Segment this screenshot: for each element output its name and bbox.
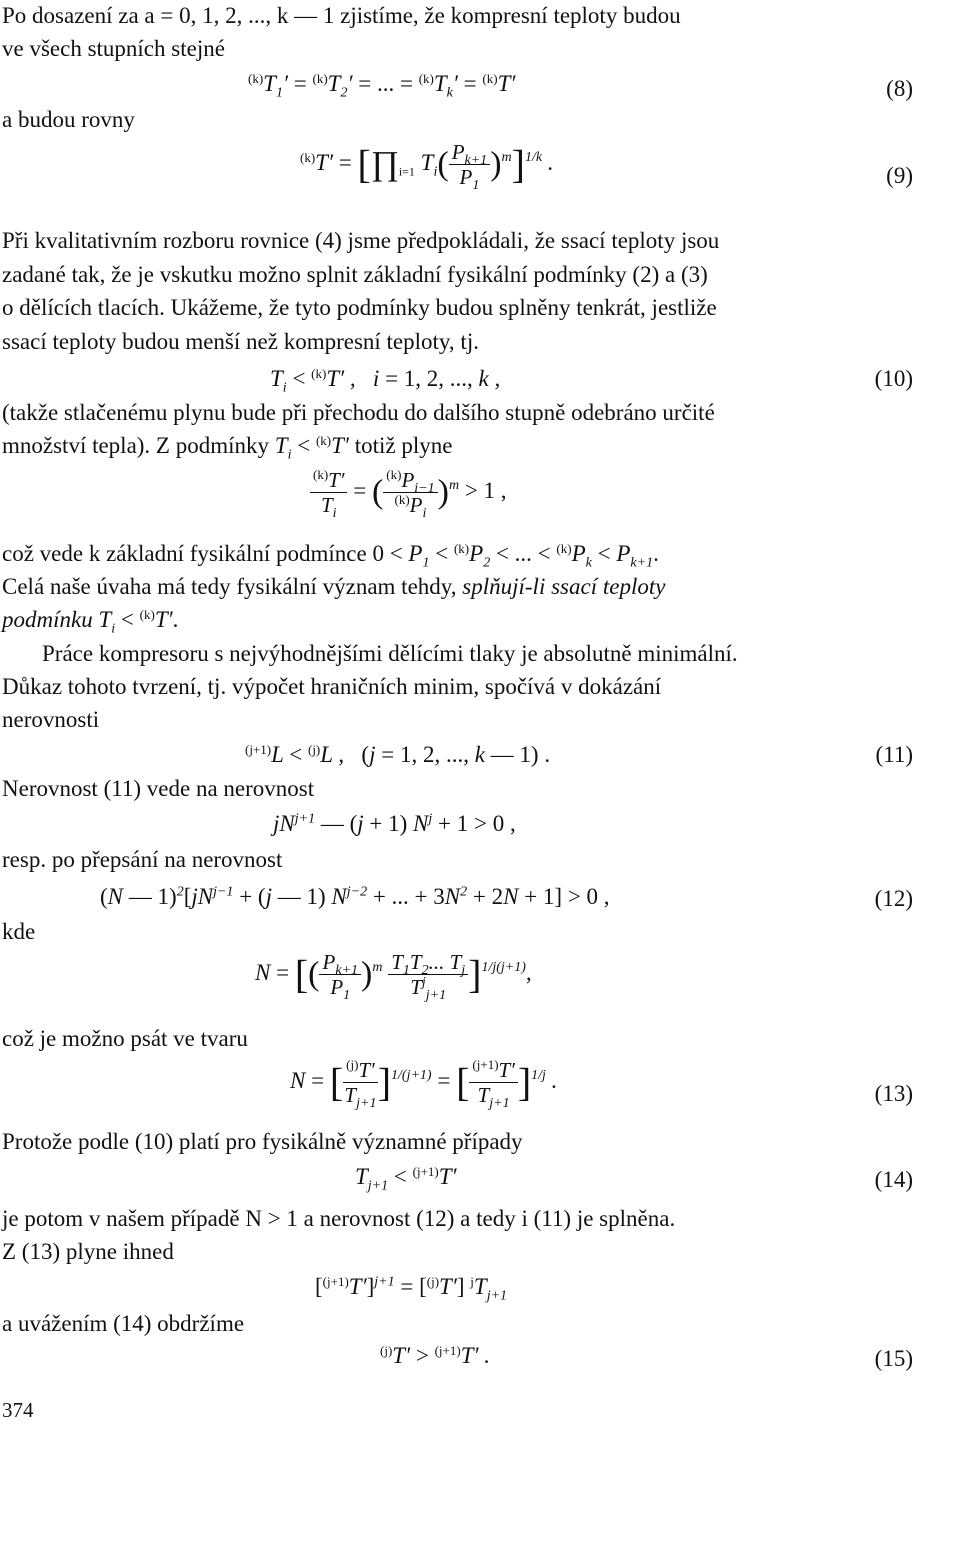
equation-number: (12) bbox=[874, 886, 913, 911]
text-line: je potom v našem případě N > 1 a nerovnost (12) a tedy i (11) je splněna. bbox=[2, 1206, 676, 1231]
equation-9: $^{(k)}T' = [\prod_{i=1}$ $T_i$( $\frac{P_{k+1}}{P_1}$ )$^m$]$^{1/k}$ . bbox=[300, 140, 554, 194]
text-line: zadané tak, že je vskutku možno splnit základní fysikální podmínky (2) a (3) bbox=[2, 262, 708, 287]
text-line: a uvážením (14) obdržíme bbox=[2, 1311, 245, 1336]
text-line: Protože podle (10) platí pro fysikálně významné případy bbox=[2, 1129, 523, 1154]
text-segment: totiž plyne bbox=[354, 433, 453, 458]
text-line bbox=[2, 573, 665, 601]
equation-8: $^{(k)}T_1' = ^{(k)}T_2'$ = ... = $^{(k)}T_k' = ^{(k)}T'$ bbox=[248, 71, 516, 101]
page-number: 374 bbox=[2, 1398, 34, 1422]
text-line: a budou rovny bbox=[2, 107, 135, 132]
inequality-ratio: $\frac{^{(k)}T'}{T_i}$ = ( $\frac{^{(k)}P_{i-1}}{^{(k)}P_i}$ )$^m$ > 1 , bbox=[310, 468, 507, 517]
text-line: ve všech stupních stejné bbox=[2, 36, 225, 61]
text-line: kde bbox=[2, 919, 36, 944]
equation-number: (14) bbox=[874, 1167, 913, 1192]
text-segment: podmínku bbox=[2, 607, 93, 632]
text-line: podmínku $T_i < ^{(k)}T'$. bbox=[2, 607, 179, 637]
equation-number: (8) bbox=[886, 76, 913, 101]
text-line: což je možno psát ve tvaru bbox=[2, 1026, 248, 1051]
equation-number: (13) bbox=[874, 1081, 913, 1106]
text-segment: splňují-li ssací teploty bbox=[462, 574, 666, 599]
equation-13: N = [ $\frac{^{(j)}T'}{T_{j+1}}$ ]$^{1/(j+1)}$ = [ $\frac{^{(j+1)}T'}{T_{j+1}}$ ]$^{1/j}$ . bbox=[290, 1057, 558, 1112]
text-line: Z (13) plyne ihned bbox=[2, 1239, 174, 1264]
definition-N: N = [( $\frac{P_{k+1}}{P_1}$ )$^m$ $\frac{T_1T_2... T_j}{T^j_{j+1}}$ ]$^{1/j(j+1)}$, bbox=[255, 950, 532, 1004]
text-line: Nerovnost (11) vede na nerovnost bbox=[2, 776, 315, 801]
text-line: o dělících tlacích. Ukážeme, že tyto podmínky budou splněny tenkrát, jestliže bbox=[2, 295, 717, 320]
text-line: což vede k základní fysikální podmínce $0 < P_1 < ^{(k)}P_2$ < ... < $^{(k)}P_k < P_{k+1}$. bbox=[2, 541, 659, 571]
inequality: $jN^{j+1}$ — (j + 1) $N^j + 1 > 0$ , bbox=[273, 811, 516, 836]
text-segment: což vede k základní fysikální podmínce bbox=[2, 541, 367, 566]
text-line: množství tepla). Z podmínky $T_i < ^{(k)}T'$ totiž plyne bbox=[2, 433, 453, 463]
equation-number: (9) bbox=[886, 163, 913, 188]
text-line: (takže stlačenému plynu bude při přechodu do dalšího stupně odebráno určité bbox=[2, 400, 715, 425]
equation-12: (N — $1)^2[jN^{j-1} + (j$ — 1) $N^{j-2}$ + ... + $3N^2 + 2N + 1] > 0$ , bbox=[100, 884, 610, 909]
equation-15: $^{(j)}$T′ > $^{(j+1)}$T′ . bbox=[380, 1343, 491, 1368]
equation-14: $T_{j+1} < ^{(j+1)}T'$ bbox=[355, 1164, 457, 1194]
equation-11: $^{(j+1)}$L < $^{(j)}$L , (j = 1, 2, ..., k — 1) . bbox=[245, 742, 551, 767]
text-line: nerovnosti bbox=[2, 707, 100, 732]
text-line: resp. po přepsání na nerovnost bbox=[2, 847, 283, 872]
text-segment: množství tepla). Z podmínky bbox=[2, 433, 270, 458]
text-line: Při kvalitativním rozboru rovnice (4) jsme předpokládali, že ssací teploty jsou bbox=[2, 228, 720, 253]
equation-number: (11) bbox=[875, 742, 913, 767]
text-line: Důkaz tohoto tvrzení, tj. výpočet hraničních minim, spočívá v dokázání bbox=[2, 674, 662, 699]
equation-number: (15) bbox=[874, 1346, 913, 1371]
text-line: ssací teploty budou menší než kompresní teploty, tj. bbox=[2, 329, 479, 354]
equation-unnumbered: $[^{(j+1)}T']^{j+1} = [^{(j)}T']$ $^jT_{j+1}$ bbox=[315, 1274, 508, 1304]
text-line: Po dosazení za a = 0, 1, 2, ..., k — 1 zjistíme, že kompresní teploty budou bbox=[2, 3, 681, 28]
text-line: Práce kompresoru s nejvýhodnějšími dělícími tlaky je absolutně minimální. bbox=[42, 641, 738, 666]
equation-number: (10) bbox=[874, 366, 913, 391]
equation-10: $T_i < ^{(k)}T'$ , i = 1, 2, ..., k , bbox=[270, 366, 501, 396]
text-segment: Celá naše úvaha má tedy fysikální význam tehdy, bbox=[2, 574, 457, 599]
